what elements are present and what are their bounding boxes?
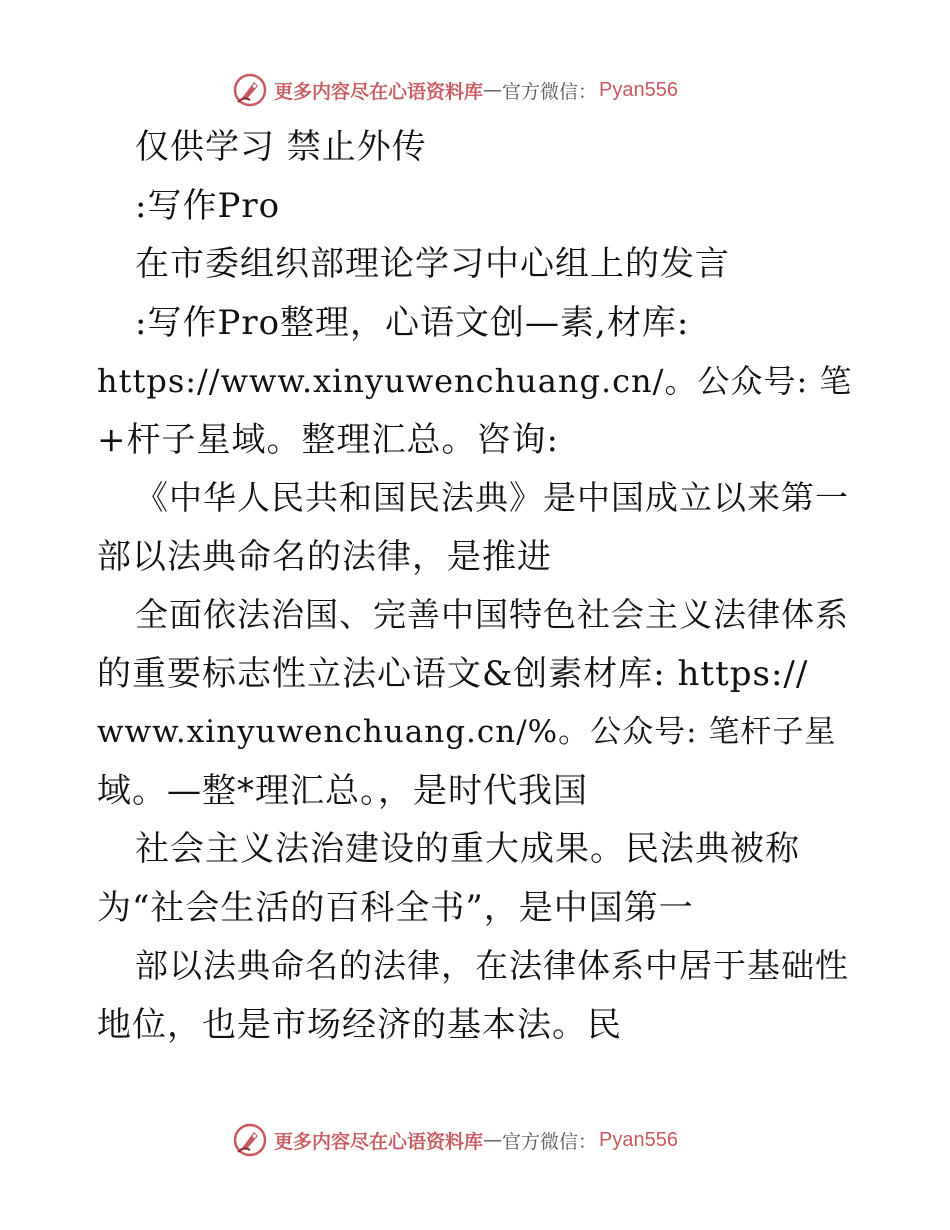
banner-contact-label: 官方微信： [502,80,598,103]
text-line: https://www.xinyuwenchuang.cn/。公众号: 笔 [97,362,853,400]
banner-wechat-id: Pyan556 [599,78,678,101]
fountain-pen-logo-icon [232,72,268,108]
banner-separator: — [483,1129,503,1151]
document-body [97,118,857,1054]
text-line: 域。—整*理汇总。，是时代我国 [97,770,588,811]
text-line: 《中华人民共和国民法典》是中国成立以来第一 [135,478,849,517]
text-line: www.xinyuwenchuang.cn/%。公众号: 笔杆子星 [97,714,837,750]
banner-brand: 更多内容尽在心语资料库 [274,80,484,103]
fountain-pen-logo-icon [232,1122,268,1158]
text-line: :写作Pro整理，心语文创—素,材库: [135,302,690,343]
banner-contact-label: 官方微信： [502,1130,598,1153]
banner-separator: — [483,79,503,101]
text-line: :写作Pro [135,185,281,226]
text-line: 社会主义法治建设的重大成果。民法典被称 [135,829,800,869]
text-line: 的重要标志性立法心语文&创素材库: https:// [97,653,809,694]
text-line: 部以法典命名的法律，在法律体系中居于基础性 [135,946,849,985]
text-line: 部以法典命名的法律，是推进 [97,536,552,577]
text-line: 地位，也是市场经济的基本法。民 [97,1004,622,1045]
footer-banner [232,1120,678,1160]
text-line: 为“社会生活的百科全书”，是中国第一 [97,887,694,928]
text-line: +杆子星域。整理汇总。咨询: [97,419,559,460]
banner-brand: 更多内容尽在心语资料库 [274,1130,484,1153]
text-line: 在市委组织部理论学习中心组上的发言 [135,244,730,284]
banner-wechat-id: Pyan556 [599,1128,678,1151]
text-line: 仅供学习 禁止外传 [135,127,427,167]
text-line: 全面依法治国、完善中国特色社会主义法律体系 [135,595,849,634]
header-banner [232,70,678,110]
